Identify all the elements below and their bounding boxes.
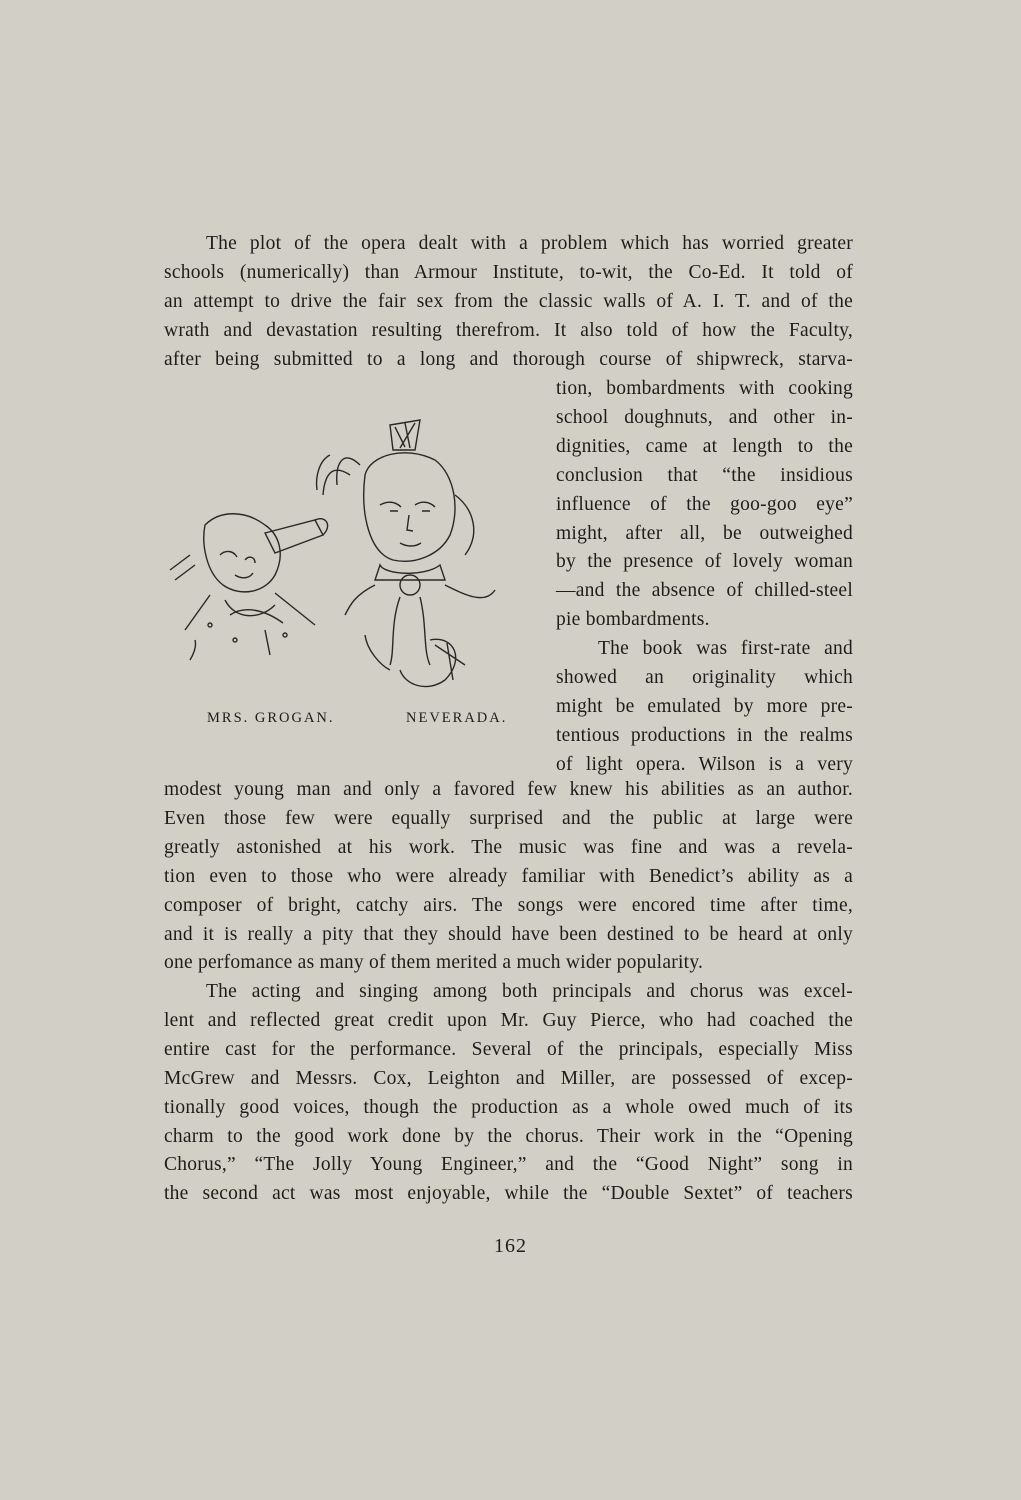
text-line: The acting and singing among both principals and chorus was excel- [206,981,853,1002]
text-line: showed an originality which [556,667,853,689]
text-line: pie bombardments. [556,609,710,631]
text-line: tion, bombardments with cooking [556,378,853,399]
text-line: schools (numerically) than Armour Institute, to-wit, the Co-Ed. It told of [164,261,853,283]
text-line: dignities, came at length to the [556,435,853,457]
text-line: after being submitted to a long and thorough course of shipwreck, starva- [164,348,853,370]
text-line: charm to the good work done by the chorus. Their work in the “Opening [164,1125,853,1147]
text-line: wrath and devastation resulting therefrom. It also told of how the Faculty, [164,319,853,341]
text-line: McGrew and Messrs. Cox, Leighton and Miller, are possessed of excep- [164,1067,853,1089]
text-line: The plot of the opera dealt with a problem which has worried greater [206,233,853,254]
text-line: by the presence of lovely woman [556,551,853,573]
paragraph-acting [164,978,853,1209]
mrs-grogan-figure [170,514,328,660]
paragraph-opening [164,230,853,375]
right-column-text [556,375,853,780]
caption-neverada: NEVERADA. [406,710,508,726]
text-line: entire cast for the performance. Several of the principals, especially Miss [164,1038,853,1060]
text-line: Chorus,” “The Jolly Young Engineer,” and the “Good Night” song in [164,1154,853,1176]
illustration [165,415,530,705]
paragraph-continuation [164,776,853,978]
text-line: composer of bright, catchy airs. The songs were encored time after time, [164,894,853,916]
caption-mrs-grogan: MRS. GROGAN. [207,710,335,726]
text-line: the second act was most enjoyable, while the “Double Sextet” of teachers [164,1183,853,1205]
text-line: tentious productions in the realms [556,724,853,746]
text-line: an attempt to drive the fair sex from the classic walls of A. I. T. and of the [164,290,853,312]
text-line: tionally good voices, though the production as a whole owed much of its [164,1096,853,1118]
text-line: lent and reflected great credit upon Mr. Guy Pierce, who had coached the [164,1009,853,1031]
text-line: might be emulated by more pre- [556,695,853,717]
text-line: and it is really a pity that they should have been destined to be heard at only [164,923,853,945]
text-line: school doughnuts, and other in- [556,406,853,428]
text-line: —and the absence of chilled-steel [556,580,853,602]
text-line: might, after all, be outweighed [556,522,853,544]
text-line: Even those few were equally surprised and the public at large were [164,807,853,829]
text-line: conclusion that “the insidious [556,464,853,486]
page-number: 162 [494,1235,527,1257]
text-line: of light opera. Wilson is a very [556,753,853,775]
neverada-figure [317,420,495,687]
text-line: tion even to those who were already familiar with Benedict’s ability as a [164,865,853,887]
text-line: The book was first-rate and [598,638,853,660]
text-line: modest young man and only a favored few knew his abilities as an author. [164,779,853,800]
text-line: influence of the goo-goo eye” [556,493,853,515]
text-line: one perfomance as many of them merited a much wider popularity. [164,952,704,974]
text-line: greatly astonished at his work. The music was fine and was a revela- [164,836,853,858]
